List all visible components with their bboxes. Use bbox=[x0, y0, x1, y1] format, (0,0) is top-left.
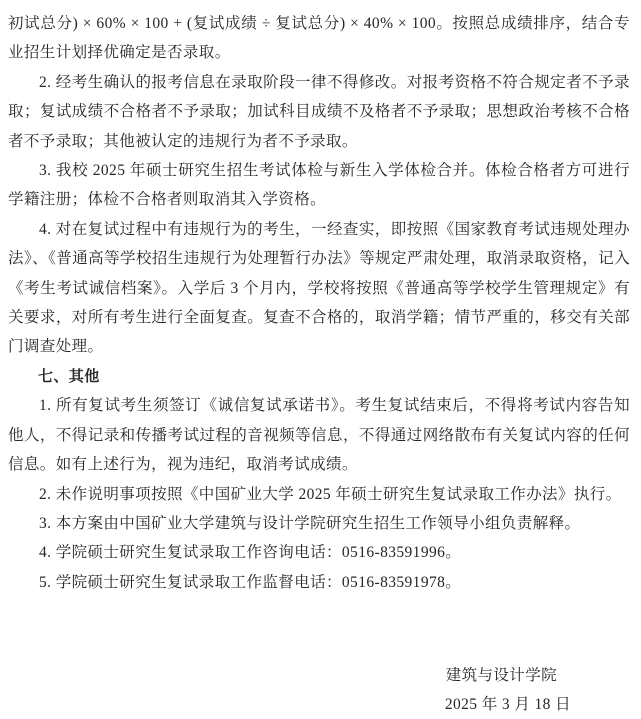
section-paragraph-3: 3. 本方案由中国矿业大学建筑与设计学院研究生招生工作领导小组负责解释。 bbox=[39, 514, 581, 532]
signature-date: 2025 年 3 月 18 日 bbox=[444, 696, 571, 714]
signature-block bbox=[8, 661, 630, 719]
section-heading-others: 七、其他 bbox=[38, 367, 100, 385]
section-paragraph-1: 1. 所有复试考生须签订《诚信复试承诺书》。考生复试结束后，不得将考试内容告知他人，不得记录和传播考试过程的音视频等信息，不得通过网络散布有关复试内容的任何信息。如有上述行为，视为违纪，取消考试成绩。 bbox=[8, 397, 630, 474]
section-paragraph-4-consult-phone: 4. 学院硕士研究生复试录取工作咨询电话：0516-83591996。 bbox=[39, 544, 462, 562]
signature-organization: 建筑与设计学院 bbox=[445, 667, 557, 685]
paragraph-formula-continuation: 初试总分) × 60% × 100 + (复试成绩 ÷ 复试总分) × 40% × 100。按照总成绩排序，结合专业招生计划择优确定是否录取。 bbox=[8, 15, 630, 62]
paragraph-rule-4: 4. 对在复试过程中有违规行为的考生，一经查实，即按照《国家教育考试违规处理办法》、《普通高等学校招生违规行为处理暂行办法》等规定严肃处理，取消录取资格，记入《考生考试诚信档案》。入学后 3 个月内，学校将按照《普通高等学校学生管理规定》有关要求，对所有考生进行全面复查。复查不合格的，取消学籍；情节严重的，移交有关部门调查处理。 bbox=[8, 220, 630, 356]
section-paragraph-5-supervise-phone: 5. 学院硕士研究生复试录取工作监督电话：0516-83591978。 bbox=[39, 573, 462, 591]
section-paragraph-2: 2. 未作说明事项按照《中国矿业大学 2025 年硕士研究生复试录取工作办法》执行。 bbox=[39, 485, 622, 503]
paragraph-rule-2: 2. 经考生确认的报考信息在录取阶段一律不得修改。对报考资格不符合规定者不予录取；复试成绩不合格者不予录取；加试科目成绩不及格者不予录取；思想政治考核不合格者不予录取；其他被认定的违规行为者不予录取。 bbox=[8, 73, 630, 150]
paragraph-rule-3: 3. 我校 2025 年硕士研究生招生考试体检与新生入学体检合并。体检合格者方可进行学籍注册；体检不合格者则取消其入学资格。 bbox=[8, 162, 630, 209]
